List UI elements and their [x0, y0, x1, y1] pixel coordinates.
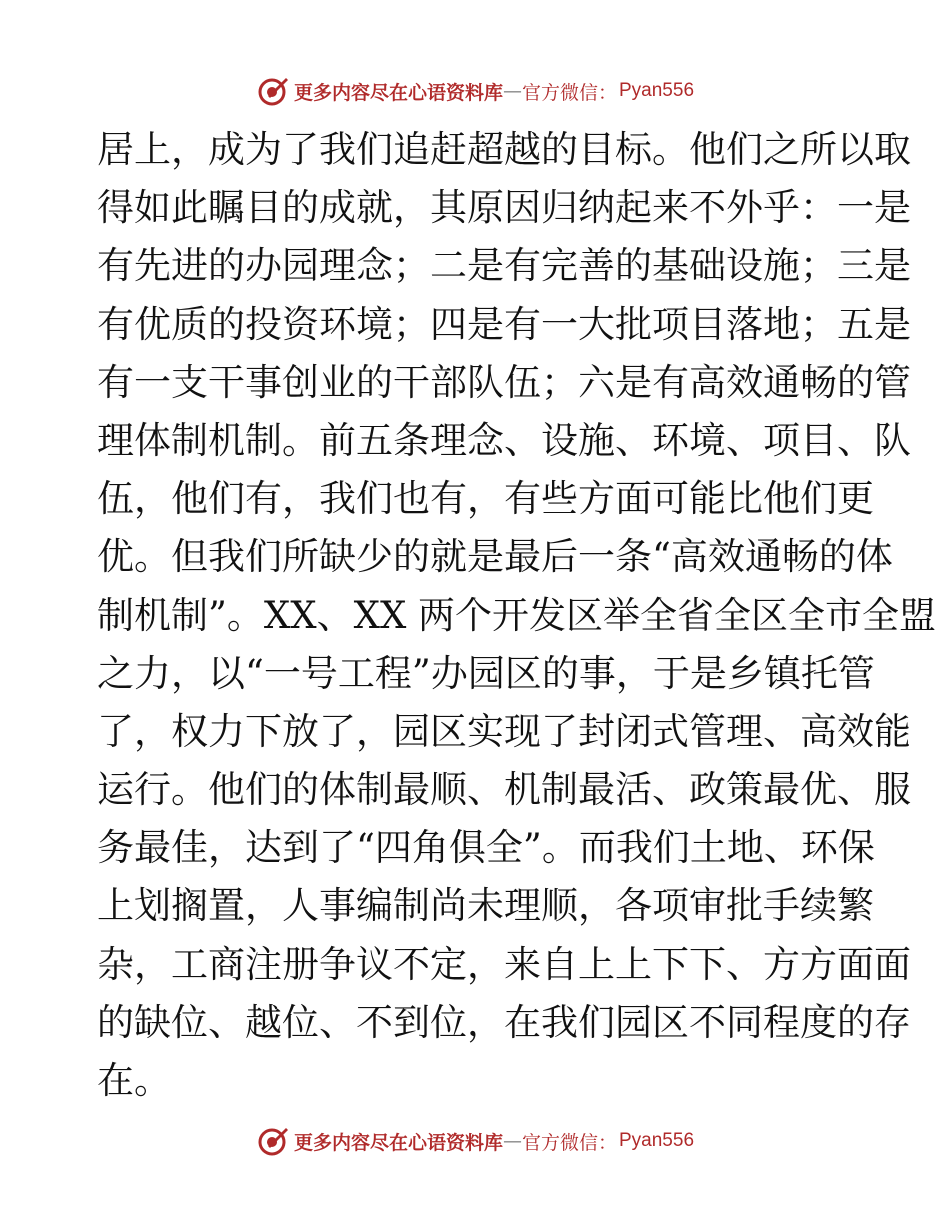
text-line: 运行。他们的体制最顺、机制最活、政策最优、服 [97, 768, 911, 812]
text-line: 优。但我们所缺少的就是最后一条“高效通畅的体 [97, 535, 893, 579]
text-line: 了，权力下放了，园区实现了封闭式管理、高效能 [97, 709, 911, 753]
text-line: 在。 [97, 1059, 171, 1102]
watermark-text: 更多内容尽在心语资料库 [293, 81, 503, 104]
text-line: 的缺位、越位、不到位，在我们园区不同程度的存 [97, 1000, 911, 1044]
text-line: 伍，他们有，我们也有，有些方面可能比他们更 [97, 477, 874, 521]
watermark-label: 官方微信： [521, 81, 617, 104]
text-line: 之力，以“一号工程”办园区的事，于是乡镇托管 [97, 651, 875, 695]
text-line: 有优质的投资环境；四是有一大批项目落地；五是 [97, 302, 911, 346]
text-line: 得如此瞩目的成就，其原因归纳起来不外乎：一是 [97, 186, 911, 230]
text-line: 制机制”。XX、XX 两个开发区举全省全区全市全盟 [97, 593, 937, 637]
text-line: 杂，工商注册争议不定，来自上上下下、方方面面 [97, 942, 911, 986]
watermark-text: 更多内容尽在心语资料库 [293, 1131, 503, 1154]
watermark-label: 官方微信： [521, 1131, 617, 1154]
body-paragraph [97, 121, 937, 1110]
text-line: 务最佳，达到了“四角俱全”。而我们土地、环保 [97, 826, 875, 870]
text-line: 上划搁置，人事编制尚未理顺，各项审批手续繁 [97, 884, 874, 928]
watermark-separator: — [502, 80, 522, 102]
watermark-wechat-id: Pyan556 [619, 1130, 695, 1151]
watermark-wechat-id: Pyan556 [619, 80, 695, 101]
header-watermark [0, 71, 950, 111]
watermark-separator: — [502, 1130, 522, 1152]
quill-logo-icon [256, 74, 290, 108]
text-line: 居上，成为了我们追赶超越的目标。他们之所以取 [97, 128, 911, 171]
footer-watermark [0, 1121, 950, 1161]
text-line: 有一支干事创业的干部队伍；六是有高效通畅的管 [97, 360, 911, 404]
text-line: 理体制机制。前五条理念、设施、环境、项目、队 [97, 418, 911, 462]
quill-logo-icon [256, 1124, 290, 1158]
text-line: 有先进的办园理念；二是有完善的基础设施；三是 [97, 244, 911, 288]
